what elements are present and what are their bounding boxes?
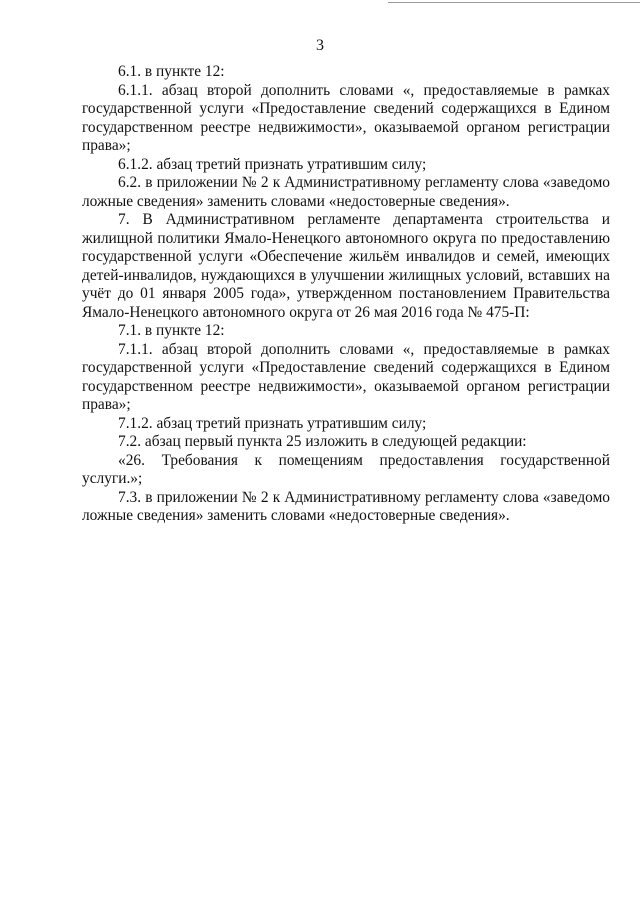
paragraph-quoted-26: «26. Требования к помещениям предоставления государственной услуги.»; bbox=[82, 451, 610, 487]
paragraph-7-1-1: 7.1.1. абзац второй дополнить словами «, предоставляемые в рамках государственной услуги «Предоставление сведений содержащихся в Едином государственном реестре недвижимости», оказываемой органом регистрации права»; bbox=[82, 340, 610, 413]
paragraph-7: 7. В Административном регламенте департамента строительства и жилищной политики Ямало-Ненецкого автономного округа по предоставлению государственной услуги «Обеспечение жильём инвалидов и семей, имеющих детей-инвалидов, нуждающихся в улучшении жилищных условий, вставших на учёт до 01 января 2005 года», утвержденном постановлением Правительства Ямало-Ненецкого автономного округа от 26 мая 2016 года № 475-П: bbox=[82, 211, 610, 321]
paragraph-7-1: 7.1. в пункте 12: bbox=[118, 322, 225, 339]
page-number: 3 bbox=[316, 37, 324, 54]
paragraph-7-3: 7.3. в приложении № 2 к Административному регламенту слова «заведомо ложные сведения» заменить словами «недостоверные сведения». bbox=[82, 488, 610, 524]
paragraph-7-2: 7.2. абзац первый пункта 25 изложить в следующей редакции: bbox=[118, 433, 527, 450]
paragraph-6-2: 6.2. в приложении № 2 к Административному регламенту слова «заведомо ложные сведения» заменить словами «недостоверные сведения». bbox=[82, 174, 610, 210]
paragraph-7-1-2: 7.1.2. абзац третий признать утратившим силу; bbox=[118, 414, 427, 432]
paragraph-6-1-2: 6.1.2. абзац третий признать утратившим силу; bbox=[118, 155, 427, 173]
paragraph-6-1-1: 6.1.1. абзац второй дополнить словами «, предоставляемые в рамках государственной услуги «Предоставление сведений содержащихся в Едином государственном реестре недвижимости», оказываемой органом регистрации права»; bbox=[82, 81, 610, 154]
document-body bbox=[82, 63, 610, 526]
paragraph-6-1: 6.1. в пункте 12: bbox=[118, 63, 225, 80]
